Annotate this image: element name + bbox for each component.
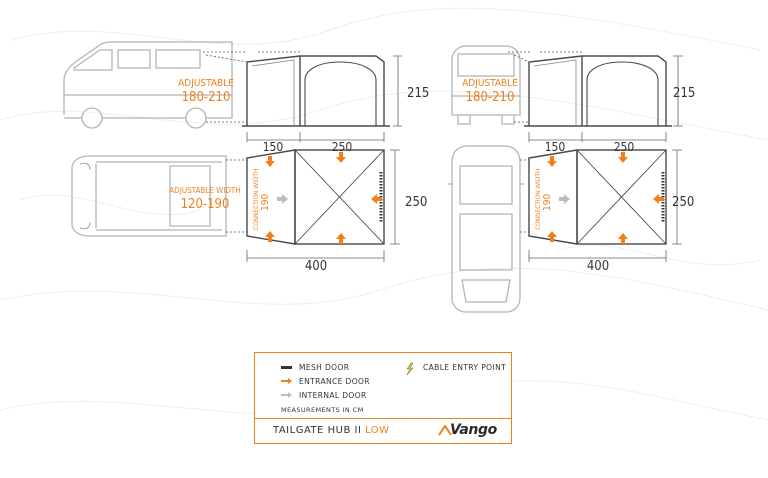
plan-view-left — [72, 150, 400, 262]
internal-door-arrow — [277, 194, 288, 204]
legend-mesh-door: MESH DOOR — [299, 363, 350, 372]
adjustable-width-range: 120-190 — [180, 197, 230, 212]
side-view-left — [64, 42, 402, 142]
adjustable-range-left: 180-210 — [181, 90, 231, 105]
connection-width-value-left: 190 — [260, 193, 271, 211]
plan-view-right — [448, 146, 682, 312]
van-top-rear-icon — [448, 146, 524, 312]
product-title — [273, 425, 390, 436]
total-length-label-right: 400 — [586, 259, 610, 274]
connection-width-value-right: 190 — [542, 193, 553, 211]
product-name: TAILGATE HUB II — [273, 425, 362, 436]
internal-door-icon — [281, 392, 292, 398]
adjustable-range-right: 180-210 — [465, 90, 515, 105]
annex-width-label-right: 150 — [544, 140, 566, 154]
product-variant: LOW — [365, 425, 390, 436]
adjustable-heading-right: ADJUSTABLE — [462, 78, 518, 89]
legend-divider — [255, 418, 511, 419]
connection-width-heading-left: CONNECTION WIDTH — [252, 168, 260, 230]
van-top-icon — [72, 156, 226, 236]
legend-cable-entry: CABLE ENTRY POINT — [423, 363, 507, 372]
legend-measurements: MEASUREMENTS IN CM — [281, 406, 364, 414]
brand-logo: Vango — [450, 422, 497, 438]
height-label-right: 215 — [673, 86, 696, 101]
cable-entry-icon — [407, 363, 413, 375]
legend-entrance-door: ENTRANCE DOOR — [299, 377, 370, 386]
total-length-label-left: 400 — [304, 259, 328, 274]
connection-width-heading-right: CONNECTION WIDTH — [534, 168, 542, 230]
depth-label-right: 250 — [672, 195, 695, 210]
adjustable-width-heading: ADJUSTABLE WIDTH — [169, 186, 241, 195]
entrance-door-icon — [281, 378, 292, 384]
tent-width-label-left: 250 — [331, 140, 353, 154]
annex-width-label-left: 150 — [262, 140, 284, 154]
legend-internal-door: INTERNAL DOOR — [299, 391, 367, 400]
height-label-left: 215 — [407, 86, 430, 101]
mesh-door-icon — [281, 366, 292, 369]
depth-label-left: 250 — [405, 195, 428, 210]
tent-width-label-right: 250 — [613, 140, 635, 154]
legend-box — [254, 352, 512, 444]
adjustable-heading-left: ADJUSTABLE — [178, 78, 234, 89]
